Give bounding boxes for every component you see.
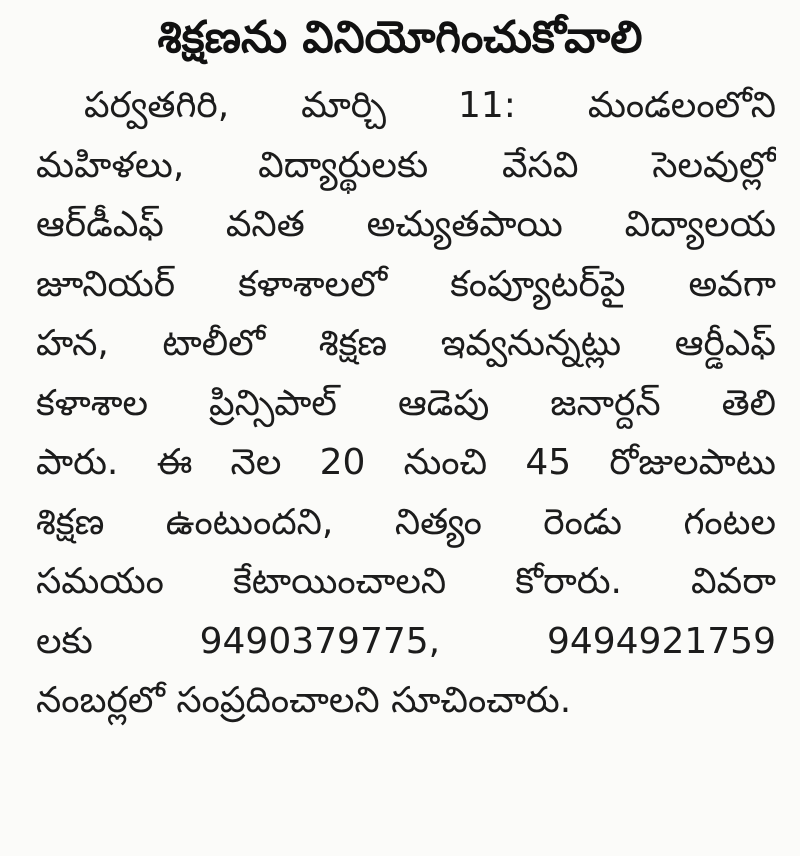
article-line: కళాశాల ప్రిన్సిపాల్ ఆడెపు జనార్దన్ తెలి bbox=[36, 382, 776, 424]
article-line: మహిళలు, విద్యార్థులకు వేసవి సెలవుల్లో bbox=[36, 144, 776, 186]
article-line: సమయం కేటాయించాలని కోరారు. వివరా bbox=[36, 561, 776, 602]
headline: శిక్షణను వినియోగించుకోవాలి bbox=[157, 12, 643, 63]
article-line: హన, టాలీలో శిక్షణ ఇవ్వనున్నట్లు ఆర్డీఎఫ్ bbox=[36, 323, 776, 364]
article-line: శిక్షణ ఉంటుందని, నిత్యం రెండు గంటల bbox=[36, 501, 776, 543]
article-body bbox=[36, 76, 776, 731]
article-line: ఆర్‌డీఎఫ్ వనిత అచ్యుతపాయి విద్యాలయ bbox=[36, 204, 776, 245]
article-line: జూనియర్ కళాశాలలో కంప్యూటర్‌పై అవగా bbox=[36, 263, 776, 305]
article-line: పర్వతగిరి, మార్చి 11: మండలంలోని bbox=[84, 85, 776, 126]
article-line: పారు. ఈ నెల 20 నుంచి 45 రోజులపాటు bbox=[36, 442, 776, 483]
article-line: లకు 9490379775, 9494921759 bbox=[36, 620, 776, 662]
article-line: నంబర్లలో సంప్రదించాలని సూచించారు. bbox=[36, 680, 572, 721]
